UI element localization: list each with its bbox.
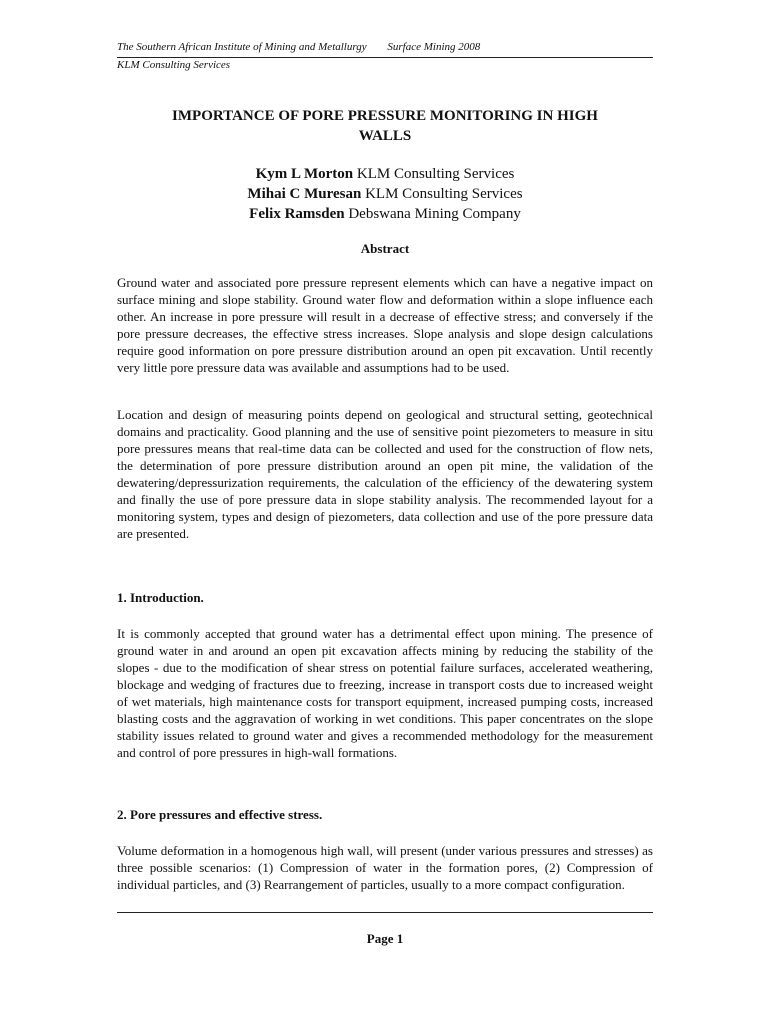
- document-page: [117, 0, 653, 1024]
- section-heading-introduction: 1. Introduction.: [117, 590, 204, 605]
- paper-title-line-2: WALLS: [358, 128, 412, 144]
- paper-title: [117, 106, 653, 146]
- author-entry: [117, 184, 653, 204]
- author-name: Mihai C Muresan: [247, 186, 362, 202]
- author-entry: [117, 164, 653, 184]
- header-conference: Surface Mining 2008: [387, 41, 481, 53]
- author-affiliation: KLM Consulting Services: [356, 166, 515, 182]
- author-list: [117, 164, 653, 224]
- author-entry: [117, 204, 653, 224]
- page-number: Page 1: [366, 931, 404, 946]
- footer-divider: [117, 912, 653, 913]
- section-heading-pore-pressures: 2. Pore pressures and effective stress.: [117, 807, 323, 822]
- abstract-heading: Abstract: [360, 241, 410, 256]
- section-paragraph-pore-pressures: Volume deformation in a homogenous high wall, will present (under various pressures and stresses) as three possible scenarios: (1) Compression of water in the formation pores, (2) Compression of individual particles, and (3) Rearrangement of particles, usually to a more compact configuration.: [117, 843, 653, 892]
- author-name: Kym L Morton: [255, 166, 354, 182]
- author-affiliation: KLM Consulting Services: [365, 186, 523, 202]
- author-affiliation: Debswana Mining Company: [348, 206, 521, 222]
- abstract-paragraph-2: Location and design of measuring points depend on geological and structural setting, geotechnical domains and practicality. Good planning and the use of sensitive point piezometers to measure in situ pore pressures means that real-time data can be collected and used for the construction of flow nets, the determination of pore pressure distribution around an open pit mine, the validation of the dewatering/depressurization requirements, the calculation of the efficiency of the dewatering system and finally the use of pore pressure data in slope stability analysis. The recommended layout for a monitoring system, types and design of piezometers, data collection and use of the pore pressure data are presented.: [117, 407, 653, 541]
- section-paragraph-introduction: It is commonly accepted that ground water has a detrimental effect upon mining. The presence of ground water in and around an open pit excavation affects mining by reducing the stability of the slopes - due to the modification of shear stress on potential failure surfaces, accelerated weathering, blockage and wedging of fractures due to freezing, increase in transport costs due to increased weight of wet materials, high maintenance costs for transport equipment, increased pumping costs, increased blasting costs and the aggravation of working in wet conditions. This paper concentrates on the slope stability issues related to ground water and gives a recommended methodology for the measurement and control of pore pressures in high-wall formations.: [117, 626, 653, 760]
- abstract-paragraph-1: Ground water and associated pore pressure represent elements which can have a negative impact on surface mining and slope stability. Ground water flow and deformation within a slope influence each other. An increase in pore pressure will result in a decrease of effective stress; and conversely if the pore pressure decreases, the effective stress increases. Slope analysis and slope design calculations require good information on pore pressure distribution around an open pit excavation. Until recently very little pore pressure data was available and assumptions had to be used.: [117, 275, 653, 375]
- running-header: [117, 41, 653, 53]
- header-institute: The Southern African Institute of Mining and Metallurgy: [117, 41, 367, 53]
- paper-title-line-1: IMPORTANCE OF PORE PRESSURE MONITORING IN HIGH: [172, 108, 598, 124]
- header-company: KLM Consulting Services: [117, 59, 231, 71]
- header-divider: [117, 57, 653, 58]
- author-name: Felix Ramsden: [249, 206, 345, 222]
